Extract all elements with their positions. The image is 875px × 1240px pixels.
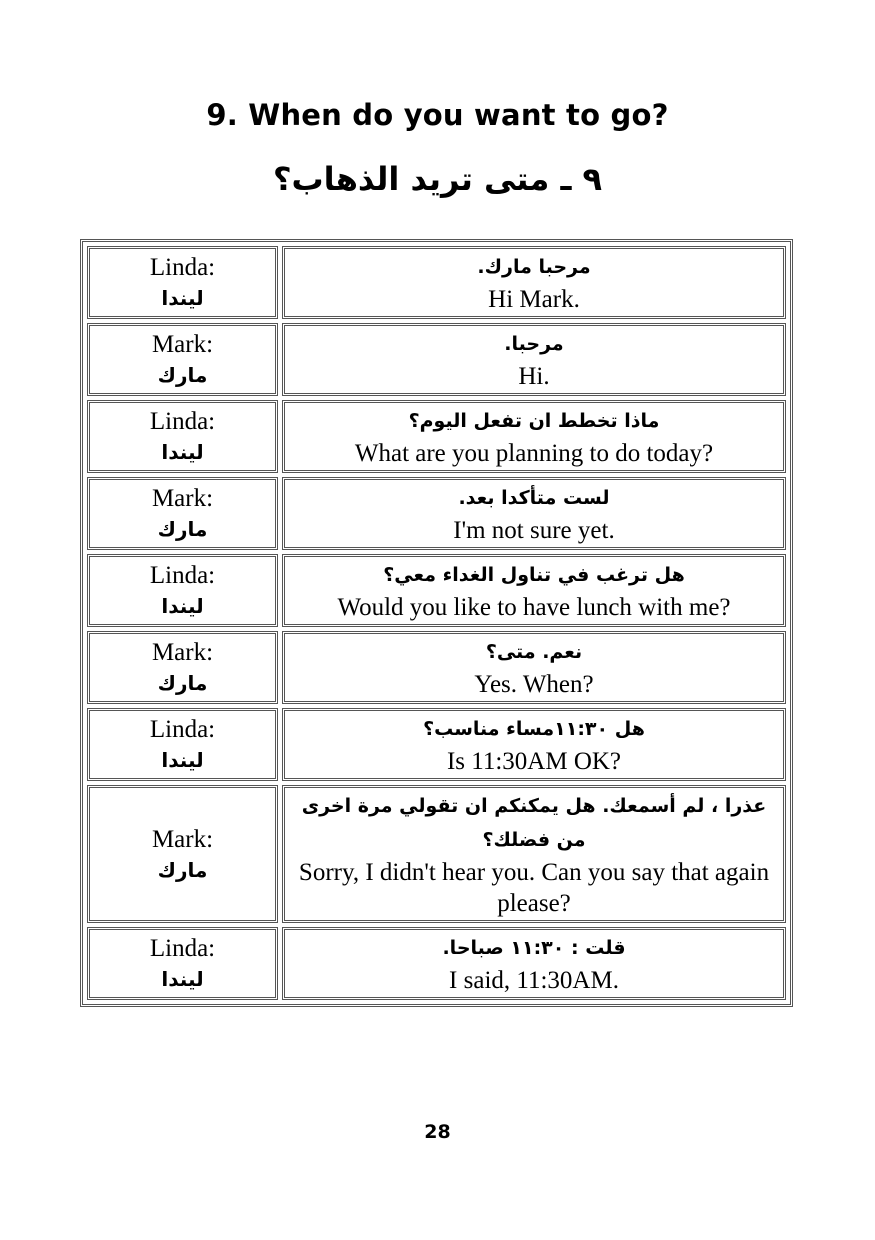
dialogue-row <box>87 400 786 473</box>
dialogue-row <box>87 785 786 923</box>
speaker-cell <box>87 323 278 396</box>
speaker-cell <box>87 631 278 704</box>
speaker-cell <box>87 785 278 923</box>
line-arabic: لست متأكدا بعد. <box>458 487 610 509</box>
line-cell <box>282 708 786 781</box>
speaker-cell <box>87 554 278 627</box>
speaker-name-arabic: ليندا <box>161 594 204 618</box>
speaker-name-english: Linda: <box>149 562 216 589</box>
line-english: Hi Mark. <box>488 286 580 313</box>
speaker-name-english: Mark: <box>151 825 214 853</box>
speaker-name-english: Mark: <box>151 331 214 358</box>
dialogue-row <box>87 708 786 781</box>
line-cell <box>282 927 786 1000</box>
speaker-name-english: Linda: <box>149 254 216 281</box>
speaker-cell <box>87 708 278 781</box>
line-english: I'm not sure yet. <box>453 517 615 544</box>
speaker-name-arabic: ليندا <box>161 748 204 772</box>
dialogue-row <box>87 631 786 704</box>
line-cell <box>282 400 786 473</box>
line-english: Hi. <box>518 363 550 390</box>
speaker-cell <box>87 246 278 319</box>
line-arabic: قلت : ١١:٣٠ صباحا. <box>442 937 626 959</box>
speaker-name-arabic: ليندا <box>161 286 204 310</box>
speaker-name-arabic: مارك <box>157 517 208 541</box>
dialogue-row <box>87 554 786 627</box>
speaker-cell <box>87 477 278 550</box>
speaker-cell <box>87 400 278 473</box>
speaker-name-english: Linda: <box>149 408 216 435</box>
line-english: I said, 11:30AM. <box>449 967 619 994</box>
line-cell <box>282 246 786 319</box>
line-english: Is 11:30AM OK? <box>446 748 622 775</box>
line-arabic: نعم. متى؟ <box>485 641 583 663</box>
line-cell <box>282 631 786 704</box>
line-english: Sorry, I didn't hear you. Can you say that again please? <box>298 859 770 917</box>
line-arabic: عذرا ، لم أسمعك. هل يمكنكم ان تقولي مرة اخرى من فضلك؟ <box>301 795 767 851</box>
page-number: 28 <box>424 1121 451 1143</box>
line-english: Yes. When? <box>474 671 594 698</box>
speaker-name-arabic: مارك <box>157 857 208 882</box>
dialogue-row <box>87 477 786 550</box>
line-cell <box>282 477 786 550</box>
lesson-title-arabic: ٩ ـ متى تريد الذهاب؟ <box>272 160 603 198</box>
speaker-name-english: Linda: <box>149 716 216 743</box>
dialogue-row <box>87 323 786 396</box>
dialogue-row <box>87 927 786 1000</box>
speaker-name-english: Mark: <box>151 639 214 666</box>
line-arabic: ماذا تخطط ان تفعل اليوم؟ <box>408 410 660 432</box>
speaker-name-arabic: ليندا <box>161 440 204 464</box>
line-arabic: هل ١١:٣٠مساء مناسب؟ <box>423 718 645 740</box>
speaker-name-arabic: ليندا <box>161 967 204 991</box>
line-arabic: هل ترغب في تناول الغداء معي؟ <box>383 564 685 586</box>
lesson-title-english: 9. When do you want to go? <box>206 98 669 132</box>
speaker-name-arabic: مارك <box>157 363 208 387</box>
speaker-name-arabic: مارك <box>157 671 208 695</box>
line-english: What are you planning to do today? <box>354 440 714 467</box>
line-cell <box>282 554 786 627</box>
dialogue-table <box>80 239 793 1007</box>
speaker-name-english: Mark: <box>151 485 214 512</box>
line-cell <box>282 323 786 396</box>
line-cell <box>282 785 786 923</box>
speaker-cell <box>87 927 278 1000</box>
line-english: Would you like to have lunch with me? <box>337 594 731 621</box>
line-arabic: مرحبا مارك. <box>477 256 591 278</box>
dialogue-row <box>87 246 786 319</box>
line-arabic: مرحبا. <box>504 333 564 355</box>
speaker-name-english: Linda: <box>149 935 216 962</box>
